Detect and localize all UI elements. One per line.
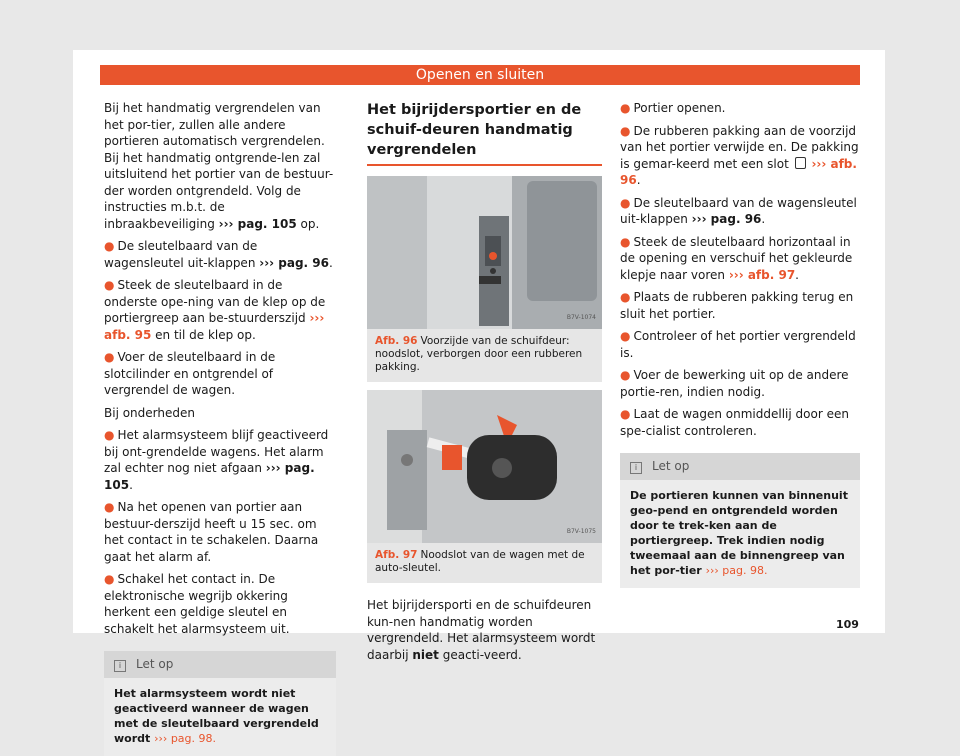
bullet-icon: ● [104, 278, 115, 292]
list-item: ● De sleutelbaard van de wagensleutel uit-klappen ››› pag. 96. [620, 195, 857, 226]
figure-caption: Afb. 96 Voorzijde van de schuifdeur: noodslot, verborgen door een rubberen pakking. [367, 329, 602, 382]
list-item: ● Steek de sleutelbaard in de onderste ope-ning van de klep op de portiergreep aan be-stuurderszijd ››› afb. 95 en til de klep op. [104, 278, 326, 342]
door-hinge-illustration [367, 176, 602, 329]
figure-reference[interactable]: ››› afb. 96 [620, 156, 857, 187]
page-reference[interactable]: ››› pag. 105 [104, 461, 315, 492]
bullet-icon: ● [620, 195, 631, 210]
note-body: De portieren kunnen van binnenuit geo-pend en ontgrendeld worden door te trek-ken aan de portiergreep. Trek indien nodig tweemaal aan de binnengreep van het por-tier ››› pag. 98. [630, 488, 848, 577]
note-box [104, 651, 336, 756]
list-item: ● Na het openen van portier aan bestuur-derszijd heeft u 15 sec. om het contact in te schakelen. Daarna gaat het alarm af. [104, 500, 319, 564]
lock-icon [795, 157, 806, 169]
note-header: i Let op [104, 651, 336, 678]
column-left [104, 100, 336, 756]
bullet-icon: ● [104, 428, 115, 442]
image-code: B7V-1075 [566, 527, 596, 535]
bullet-icon: ● [620, 290, 631, 304]
bullet-icon: ● [104, 350, 115, 364]
page-reference[interactable]: ››› pag. 96 [691, 212, 762, 226]
column-right [620, 100, 860, 588]
list-item: ● Portier openen. [620, 101, 726, 115]
list-item: ● Laat de wagen onmiddellij door een spe-cialist controleren. [620, 407, 849, 438]
bullet-icon: ● [620, 407, 631, 421]
bullet-icon: ● [104, 572, 115, 586]
image-code: B7V-1074 [566, 313, 596, 321]
bullet-icon: ● [620, 368, 631, 382]
list-item: ● De sleutelbaard van de wagensleutel uit-klappen ››› pag. 96. [104, 239, 333, 270]
figure-97-image [367, 390, 602, 543]
list-item: ● Schakel het contact in. De elektronische wegrijb okkering herkent een geldige sleutel en schakelt het alarmsysteem uit. [104, 572, 290, 636]
bullet-icon: ● [104, 239, 115, 253]
column-middle [367, 100, 602, 669]
page-reference[interactable]: ››› pag. 96 [259, 255, 329, 270]
body-paragraph: Het bijrijdersporti en de schuifdeuren kun-nen handmatig worden vergrendeld. Het alarmsysteem wordt daarbij niet geacti-veerd. [367, 598, 596, 662]
note-box [620, 453, 860, 588]
list-item: ● De rubberen pakking aan de voorzijd van het portier verwijde en. De pakking is gemar-keerd met een slot ››› afb. 96. [620, 123, 859, 187]
page-reference[interactable]: ››› pag. 98. [705, 563, 768, 577]
list-item: ● Controleer of het portier vergrendeld is. [620, 329, 856, 360]
note-body: Het alarmsysteem wordt niet geactiveerd wanneer de wagen met de sleutelbaard vergrendeld wordt ››› pag. 98. [114, 686, 319, 745]
figure-reference[interactable]: ››› afb. 97 [728, 267, 796, 282]
list-item: ● Plaats de rubberen pakking terug en sluit het portier. [620, 290, 854, 321]
page-reference[interactable]: ››› pag. 105 [218, 216, 297, 231]
bullet-icon: ● [620, 234, 631, 249]
section-title: Het bijrijdersportier en de schuif-deuren handmatig vergrendelen [367, 100, 602, 166]
key-lock-illustration [367, 390, 602, 543]
bullet-icon: ● [620, 329, 631, 343]
intro-paragraph: Bij het handmatig vergrendelen van het por-tier, zullen alle andere portieren automatisch vergrendelen. Bij het handmatig ontgrende-len zal uitsluitend het portier van de bestuur-der worden ontgrendeld. Volg de instructies m.b.t. de inbraakbeveiliging ››› pag. 105 op. [104, 101, 334, 231]
figure-96-image [367, 176, 602, 329]
list-item: ● Het alarmsysteem blijf geactiveerd bij ont-grendelde wagens. Het alarm zal echter nog niet afgaan ››› pag. 105. [104, 428, 329, 492]
figure-caption: Afb. 97 Noodslot van de wagen met de auto-sleutel. [367, 543, 602, 583]
list-item: ● Voer de sleutelbaard in de slotcilinder en ontgrendel of vergrendel de wagen. [104, 350, 276, 397]
info-icon: i [630, 462, 642, 474]
subheading: Bij onderheden [104, 405, 195, 420]
page-reference[interactable]: ››› pag. 98. [154, 731, 217, 745]
figure-reference[interactable]: ››› afb. 95 [104, 311, 325, 342]
chapter-header: Openen en sluiten [100, 65, 860, 85]
bullet-icon: ● [620, 101, 631, 115]
list-item: ● Voer de bewerking uit op de andere portie-ren, indien nodig. [620, 368, 849, 399]
info-icon: i [114, 660, 126, 672]
note-header: i Let op [620, 453, 860, 480]
page-number: 109 [836, 618, 859, 631]
list-item: ● Steek de sleutelbaard horizontaal in de opening en verschuif het gekleurde klepje naar voren ››› afb. 97. [620, 234, 853, 282]
bullet-icon: ● [620, 123, 631, 138]
bullet-icon: ● [104, 500, 115, 514]
